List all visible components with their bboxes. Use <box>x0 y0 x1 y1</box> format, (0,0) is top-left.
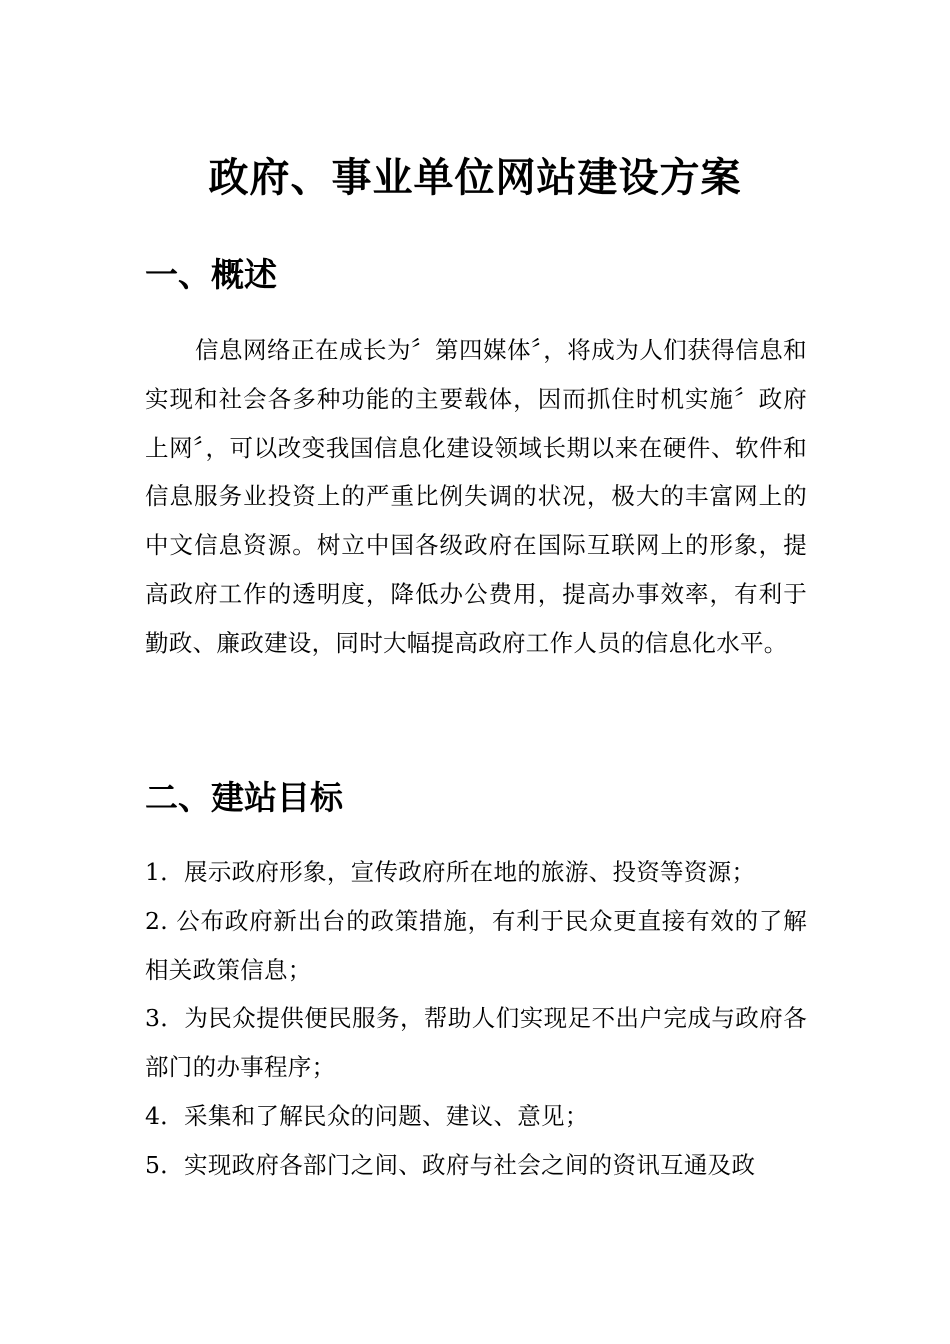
goal-item-3: 3．为民众提供便民服务，帮助人们实现足不出户完成与政府各部门的办事程序； <box>145 1004 807 1082</box>
section-heading-overview: 一、概述 <box>145 255 277 294</box>
goal-item-1: 1．展示政府形象，宣传政府所在地的旅游、投资等资源； <box>145 858 756 886</box>
goal-list <box>145 848 807 1190</box>
section-heading-goals: 二、建站目标 <box>145 778 343 817</box>
goal-item-2: 2. 公布政府新出台的政策措施，有利于民众更直接有效的了解相关政策信息； <box>145 906 807 984</box>
goal-item-4: 4．采集和了解民众的问题、建议、意见； <box>145 1101 589 1130</box>
document-title: 政府、事业单位网站建设方案 <box>208 155 742 201</box>
goal-item-5: 5．实现政府各部门之间、政府与社会之间的资讯互通及政 <box>145 1150 756 1179</box>
overview-paragraph: 信息网络正在成长为〞第四媒体〞，将成为人们获得信息和实现和社会各多种功能的主要载体，因而抓住时机实施〞政府上网〞，可以改变我国信息化建设领域长期以来在硬件、软件和信息服务业投资上的严重比例失调的状况，极大的丰富网上的中文信息资源。树立中国各级政府在国际互联网上的形象，提高政府工作的透明度，降低办公费用，提高办事效率，有利于勤政、廉政建设，同时大幅提高政府工作人员的信息化水平。 <box>145 336 807 657</box>
